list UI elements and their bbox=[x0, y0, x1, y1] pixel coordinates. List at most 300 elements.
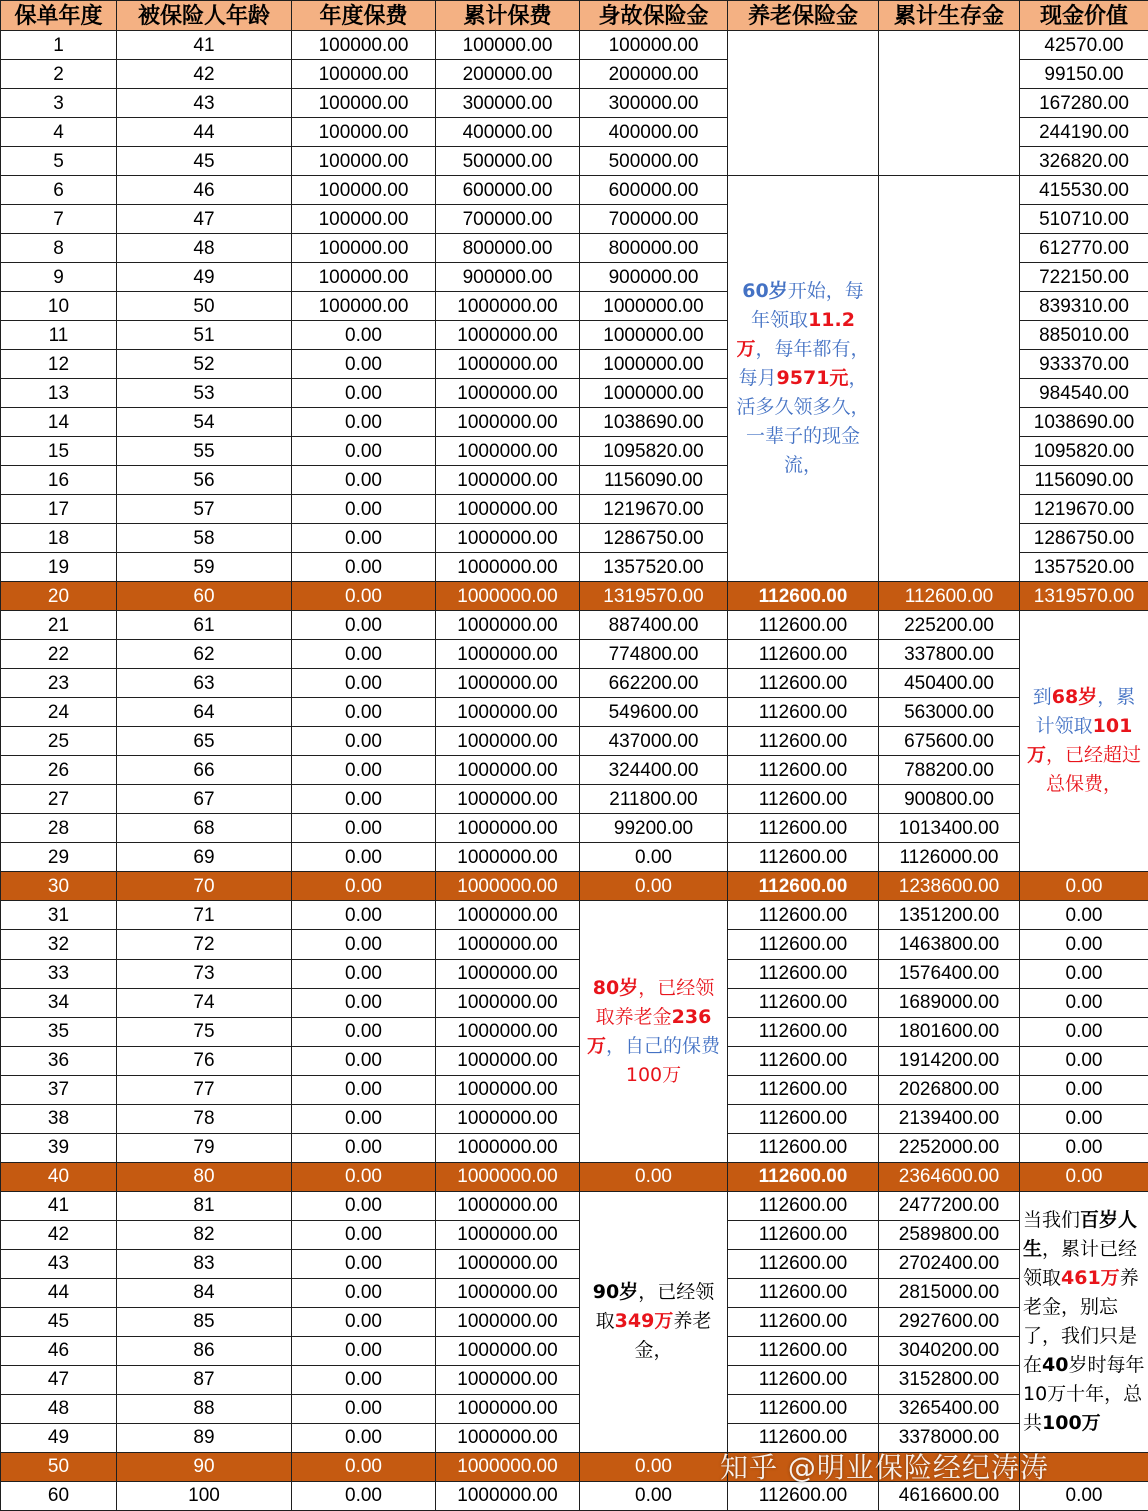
table-row bbox=[1, 640, 1148, 669]
table-cell: 60 bbox=[117, 582, 292, 611]
table-cell: 0.00 bbox=[292, 1423, 436, 1452]
annotation-segment: 461万 bbox=[1061, 1266, 1120, 1289]
annotation-segment: 40 bbox=[1042, 1353, 1069, 1376]
table-cell: 2815000.00 bbox=[879, 1278, 1020, 1307]
table-cell: 2252000.00 bbox=[879, 1133, 1020, 1162]
table-cell: 2139400.00 bbox=[879, 1104, 1020, 1133]
annotation-segment: 养老金，别忘了，我们只是在 bbox=[1023, 1266, 1139, 1376]
table-cell: 44 bbox=[1, 1278, 117, 1307]
table-cell: 0.00 bbox=[292, 669, 436, 698]
table-cell: 0.00 bbox=[292, 785, 436, 814]
table-cell: 1000000.00 bbox=[436, 379, 580, 408]
table-row bbox=[1, 1307, 1148, 1336]
table-cell: 55 bbox=[117, 437, 292, 466]
table-row bbox=[1, 1249, 1148, 1278]
table-cell: 49 bbox=[1, 1423, 117, 1452]
table-cell: 53 bbox=[117, 379, 292, 408]
table-cell: 112600.00 bbox=[728, 698, 879, 727]
table-cell: 14 bbox=[1, 408, 117, 437]
table-cell: 415530.00 bbox=[1020, 176, 1148, 205]
table-cell: 6 bbox=[1, 176, 117, 205]
table-cell: 72 bbox=[117, 930, 292, 959]
table-cell: 0.00 bbox=[580, 1481, 728, 1510]
annotation-segment: 岁时每年10万十年，总共 bbox=[1023, 1353, 1145, 1434]
table-cell: 112600.00 bbox=[728, 727, 879, 756]
table-body bbox=[1, 31, 1148, 1511]
table-row bbox=[1, 31, 1148, 60]
watermark: 知乎 @明业保险经纪涛涛 bbox=[720, 1451, 1049, 1484]
table-cell: 58 bbox=[117, 524, 292, 553]
table-cell: 100000.00 bbox=[292, 234, 436, 263]
table-cell: 112600.00 bbox=[728, 1336, 879, 1365]
table-cell: 39 bbox=[1, 1133, 117, 1162]
table-cell: 300000.00 bbox=[436, 89, 580, 118]
table-cell: 0.00 bbox=[292, 814, 436, 843]
table-cell: 400000.00 bbox=[580, 118, 728, 147]
table-cell: 1219670.00 bbox=[1020, 495, 1148, 524]
table-cell: 0.00 bbox=[292, 1336, 436, 1365]
table-cell: 500000.00 bbox=[580, 147, 728, 176]
table-cell: 800000.00 bbox=[436, 234, 580, 263]
table-cell: 0.00 bbox=[292, 1191, 436, 1220]
table-cell: 0.00 bbox=[580, 843, 728, 872]
table-cell: 32 bbox=[1, 930, 117, 959]
table-cell: 1000000.00 bbox=[436, 1017, 580, 1046]
table-cell: 0.00 bbox=[1020, 930, 1148, 959]
table-cell: 112600.00 bbox=[728, 988, 879, 1017]
table-cell: 46 bbox=[1, 1336, 117, 1365]
table-row bbox=[1, 1365, 1148, 1394]
table-cell: 35 bbox=[1, 1017, 117, 1046]
table-cell: 1319570.00 bbox=[580, 582, 728, 611]
table-cell: 1000000.00 bbox=[580, 321, 728, 350]
table-cell: 49 bbox=[117, 263, 292, 292]
table-cell: 2364600.00 bbox=[879, 1162, 1020, 1191]
table-cell: 1000000.00 bbox=[436, 582, 580, 611]
annotation-segment: 100万 bbox=[625, 1063, 682, 1086]
annotation-note bbox=[580, 901, 728, 1162]
table-cell: 0.00 bbox=[292, 553, 436, 582]
table-cell: 4 bbox=[1, 118, 117, 147]
table-cell: 337800.00 bbox=[879, 640, 1020, 669]
table-cell: 87 bbox=[117, 1365, 292, 1394]
table-cell: 0.00 bbox=[1020, 1046, 1148, 1075]
table-cell: 22 bbox=[1, 640, 117, 669]
table-cell: 112600.00 bbox=[728, 1423, 879, 1452]
table-cell: 112600.00 bbox=[728, 814, 879, 843]
table-cell: 112600.00 bbox=[728, 669, 879, 698]
annotation-segment: ，累计已经领取 bbox=[1023, 1237, 1138, 1289]
table-cell: 100000.00 bbox=[292, 205, 436, 234]
table-cell: 1000000.00 bbox=[436, 524, 580, 553]
table-cell: 4616600.00 bbox=[879, 1481, 1020, 1510]
table-cell: 450400.00 bbox=[879, 669, 1020, 698]
table-cell: 0.00 bbox=[292, 495, 436, 524]
table-cell: 36 bbox=[1, 1046, 117, 1075]
table-cell: 0.00 bbox=[580, 872, 728, 901]
table-cell: 0.00 bbox=[292, 843, 436, 872]
table-cell: 0.00 bbox=[292, 930, 436, 959]
table-cell: 80 bbox=[117, 1162, 292, 1191]
table-cell: 82 bbox=[117, 1220, 292, 1249]
table-row bbox=[1, 698, 1148, 727]
table-row bbox=[1, 1046, 1148, 1075]
table-cell: 112600.00 bbox=[728, 582, 879, 611]
table-cell: 42570.00 bbox=[1020, 31, 1148, 60]
table-cell: 1000000.00 bbox=[436, 1249, 580, 1278]
table-cell: 41 bbox=[117, 31, 292, 60]
table-cell: 0.00 bbox=[580, 1162, 728, 1191]
table-cell: 43 bbox=[1, 1249, 117, 1278]
table-cell: 100000.00 bbox=[292, 147, 436, 176]
table-cell: 65 bbox=[117, 727, 292, 756]
annotation-segment: 236万 bbox=[586, 1005, 712, 1057]
annotation-segment: 11.2万 bbox=[736, 309, 855, 361]
table-row bbox=[1, 176, 1148, 205]
table-cell: 0.00 bbox=[292, 756, 436, 785]
table-cell: 17 bbox=[1, 495, 117, 524]
table-cell: 612770.00 bbox=[1020, 234, 1148, 263]
table-cell: 112600.00 bbox=[728, 1017, 879, 1046]
table-cell: 50 bbox=[117, 292, 292, 321]
table-cell: 99150.00 bbox=[1020, 60, 1148, 89]
table-cell: 1000000.00 bbox=[436, 611, 580, 640]
table-cell: 27 bbox=[1, 785, 117, 814]
table-cell: 2702400.00 bbox=[879, 1249, 1020, 1278]
annotation-note bbox=[1020, 1191, 1148, 1452]
table-cell: 77 bbox=[117, 1075, 292, 1104]
table-cell: 19 bbox=[1, 553, 117, 582]
annotation-note bbox=[728, 176, 879, 582]
annotation-segment: 90岁 bbox=[592, 1281, 639, 1304]
annotation-segment: ，活多久领多久，一辈子的现金流， bbox=[736, 367, 870, 477]
table-row bbox=[1, 785, 1148, 814]
column-header: 累计保费 bbox=[436, 1, 580, 31]
table-cell: 74 bbox=[117, 988, 292, 1017]
table-cell: 1000000.00 bbox=[436, 1307, 580, 1336]
table-cell: 1000000.00 bbox=[436, 988, 580, 1017]
column-header: 累计生存金 bbox=[879, 1, 1020, 31]
table-cell: 2927600.00 bbox=[879, 1307, 1020, 1336]
table-cell: 1286750.00 bbox=[1020, 524, 1148, 553]
table-row bbox=[1, 1075, 1148, 1104]
table-cell: 2589800.00 bbox=[879, 1220, 1020, 1249]
table-cell: 67 bbox=[117, 785, 292, 814]
table-cell: 100000.00 bbox=[292, 60, 436, 89]
table-cell: 0.00 bbox=[292, 1481, 436, 1510]
table-cell: 0.00 bbox=[1020, 1481, 1148, 1510]
table-cell: 0.00 bbox=[292, 379, 436, 408]
table-cell: 0.00 bbox=[292, 1307, 436, 1336]
table-cell: 0.00 bbox=[1020, 988, 1148, 1017]
table-cell: 0.00 bbox=[292, 1162, 436, 1191]
table-cell: 41 bbox=[1, 1191, 117, 1220]
table-cell: 0.00 bbox=[292, 1133, 436, 1162]
table-cell: 1000000.00 bbox=[436, 408, 580, 437]
table-cell: 1000000.00 bbox=[436, 1133, 580, 1162]
annotation-segment: 开始，每年领取 bbox=[751, 280, 864, 332]
table-row bbox=[1, 988, 1148, 1017]
table-cell: 0.00 bbox=[1020, 1104, 1148, 1133]
table-cell: 10 bbox=[1, 292, 117, 321]
table-cell: 722150.00 bbox=[1020, 263, 1148, 292]
table-cell: 1238600.00 bbox=[879, 872, 1020, 901]
annotation-segment: 80岁 bbox=[592, 976, 639, 999]
table-cell: 1000000.00 bbox=[436, 785, 580, 814]
annotation-segment: 9571元 bbox=[776, 367, 849, 390]
column-header: 被保险人年龄 bbox=[117, 1, 292, 31]
table-cell: 112600.00 bbox=[728, 611, 879, 640]
table-cell: 29 bbox=[1, 843, 117, 872]
table-cell: 76 bbox=[117, 1046, 292, 1075]
annotation-segment: 当我们 bbox=[1023, 1208, 1081, 1231]
table-cell: 675600.00 bbox=[879, 727, 1020, 756]
table-cell: 0.00 bbox=[292, 1220, 436, 1249]
table-cell: 0.00 bbox=[1020, 959, 1148, 988]
column-header: 身故保险金 bbox=[580, 1, 728, 31]
column-header: 保单年度 bbox=[1, 1, 117, 31]
table-cell: 112600.00 bbox=[728, 1075, 879, 1104]
table-cell: 0.00 bbox=[292, 727, 436, 756]
table-cell: 0.00 bbox=[292, 611, 436, 640]
table-cell: 16 bbox=[1, 466, 117, 495]
table-cell: 112600.00 bbox=[728, 756, 879, 785]
table-cell: 1000000.00 bbox=[436, 1075, 580, 1104]
table-cell: 1357520.00 bbox=[1020, 553, 1148, 582]
table-cell: 48 bbox=[117, 234, 292, 263]
table-cell: 3152800.00 bbox=[879, 1365, 1020, 1394]
table-cell: 1038690.00 bbox=[580, 408, 728, 437]
table-cell: 100000.00 bbox=[292, 89, 436, 118]
header-row bbox=[1, 1, 1148, 31]
table-cell: 24 bbox=[1, 698, 117, 727]
table-cell: 7 bbox=[1, 205, 117, 234]
table-cell: 69 bbox=[117, 843, 292, 872]
annotation-segment: ，已经领取养老金 bbox=[595, 976, 715, 1028]
table-cell: 1000000.00 bbox=[436, 756, 580, 785]
table-row bbox=[1, 814, 1148, 843]
table-cell: 60 bbox=[1, 1481, 117, 1510]
table-cell: 0.00 bbox=[292, 959, 436, 988]
table-cell: 0.00 bbox=[292, 1278, 436, 1307]
annotation-segment: 百岁人生 bbox=[1023, 1208, 1138, 1260]
table-cell: 112600.00 bbox=[728, 1365, 879, 1394]
table-cell: 46 bbox=[117, 176, 292, 205]
column-header: 养老保险金 bbox=[728, 1, 879, 31]
table-cell: 1689000.00 bbox=[879, 988, 1020, 1017]
table-cell: 774800.00 bbox=[580, 640, 728, 669]
table-cell: 100000.00 bbox=[436, 31, 580, 60]
table-cell: 37 bbox=[1, 1075, 117, 1104]
table-cell: 900800.00 bbox=[879, 785, 1020, 814]
table-cell: 112600.00 bbox=[728, 930, 879, 959]
annotation-segment: 100万 bbox=[1042, 1411, 1101, 1434]
table-cell: 112600.00 bbox=[728, 959, 879, 988]
table-cell: 437000.00 bbox=[580, 727, 728, 756]
table-row bbox=[1, 756, 1148, 785]
table-cell: 5 bbox=[1, 147, 117, 176]
table-cell: 0.00 bbox=[292, 872, 436, 901]
table-cell: 1095820.00 bbox=[1020, 437, 1148, 466]
table-cell: 887400.00 bbox=[580, 611, 728, 640]
annotation-segment: 101万 bbox=[1026, 715, 1133, 767]
table-cell: 1000000.00 bbox=[436, 843, 580, 872]
table-cell: 700000.00 bbox=[436, 205, 580, 234]
table-cell: 75 bbox=[117, 1017, 292, 1046]
table-cell: 0.00 bbox=[1020, 1133, 1148, 1162]
table-cell: 0.00 bbox=[292, 901, 436, 930]
table-cell: 1156090.00 bbox=[580, 466, 728, 495]
table-cell: 112600.00 bbox=[728, 1104, 879, 1133]
table-cell: 42 bbox=[1, 1220, 117, 1249]
table-cell: 89 bbox=[117, 1423, 292, 1452]
empty-cell bbox=[879, 176, 1020, 582]
table-cell: 0.00 bbox=[292, 350, 436, 379]
table-cell: 47 bbox=[117, 205, 292, 234]
table-cell: 3040200.00 bbox=[879, 1336, 1020, 1365]
table-cell: 1357520.00 bbox=[580, 553, 728, 582]
empty-cell bbox=[879, 31, 1020, 176]
table-row bbox=[1, 1017, 1148, 1046]
table-cell: 112600.00 bbox=[728, 1133, 879, 1162]
table-cell: 1013400.00 bbox=[879, 814, 1020, 843]
table-cell: 1801600.00 bbox=[879, 1017, 1020, 1046]
table-cell: 66 bbox=[117, 756, 292, 785]
table-cell: 1000000.00 bbox=[436, 466, 580, 495]
table-cell: 1351200.00 bbox=[879, 901, 1020, 930]
table-cell: 1000000.00 bbox=[436, 640, 580, 669]
table-cell: 0.00 bbox=[292, 1394, 436, 1423]
table-cell: 40 bbox=[1, 1162, 117, 1191]
table-cell: 20 bbox=[1, 582, 117, 611]
table-cell: 33 bbox=[1, 959, 117, 988]
table-cell: 1000000.00 bbox=[436, 872, 580, 901]
table-cell: 1000000.00 bbox=[436, 930, 580, 959]
table-cell: 0.00 bbox=[292, 1365, 436, 1394]
table-cell: 84 bbox=[117, 1278, 292, 1307]
table-cell: 1000000.00 bbox=[436, 1104, 580, 1133]
table-cell: 86 bbox=[117, 1336, 292, 1365]
table-cell: 500000.00 bbox=[436, 147, 580, 176]
table-cell: 2026800.00 bbox=[879, 1075, 1020, 1104]
table-cell: 900000.00 bbox=[580, 263, 728, 292]
table-cell: 1319570.00 bbox=[1020, 582, 1148, 611]
table-cell: 45 bbox=[1, 1307, 117, 1336]
table-cell: 12 bbox=[1, 350, 117, 379]
table-cell: 3378000.00 bbox=[879, 1423, 1020, 1452]
table-row bbox=[1, 1394, 1148, 1423]
table-cell: 1000000.00 bbox=[436, 292, 580, 321]
empty-cell bbox=[728, 31, 879, 176]
annotation-segment: ，累计领取 bbox=[1035, 686, 1136, 738]
table-cell: 0.00 bbox=[292, 466, 436, 495]
annotation-segment: 60岁 bbox=[742, 280, 788, 303]
table-cell: 1156090.00 bbox=[1020, 466, 1148, 495]
table-cell: 112600.00 bbox=[728, 1394, 879, 1423]
table-row bbox=[1, 1104, 1148, 1133]
table-cell: 563000.00 bbox=[879, 698, 1020, 727]
table-cell: 112600.00 bbox=[728, 1046, 879, 1075]
table-cell: 0.00 bbox=[1020, 1162, 1148, 1191]
table-cell: 0.00 bbox=[1020, 1075, 1148, 1104]
table-cell: 38 bbox=[1, 1104, 117, 1133]
table-cell: 0.00 bbox=[292, 1046, 436, 1075]
table-row bbox=[1, 1220, 1148, 1249]
table-cell: 885010.00 bbox=[1020, 321, 1148, 350]
annotation-segment: 68岁 bbox=[1051, 686, 1098, 709]
table-cell: 1000000.00 bbox=[580, 379, 728, 408]
table-cell: 1000000.00 bbox=[436, 1452, 580, 1481]
table-cell: 0.00 bbox=[292, 1075, 436, 1104]
table-cell: 78 bbox=[117, 1104, 292, 1133]
annotation-note bbox=[1020, 611, 1148, 872]
annotation-segment: ，每年都有，每月 bbox=[738, 338, 870, 390]
table-cell: 52 bbox=[117, 350, 292, 379]
table-cell: 15 bbox=[1, 437, 117, 466]
table-cell: 1000000.00 bbox=[436, 901, 580, 930]
table-cell: 3265400.00 bbox=[879, 1394, 1020, 1423]
table-header bbox=[1, 1, 1148, 31]
table-cell: 59 bbox=[117, 553, 292, 582]
table-cell: 1000000.00 bbox=[436, 1423, 580, 1452]
table-cell: 0.00 bbox=[292, 1249, 436, 1278]
table-cell: 8 bbox=[1, 234, 117, 263]
table-row bbox=[1, 611, 1148, 640]
table-row bbox=[1, 843, 1148, 872]
table-cell: 57 bbox=[117, 495, 292, 524]
table-cell: 1000000.00 bbox=[436, 1191, 580, 1220]
table-cell: 0.00 bbox=[292, 988, 436, 1017]
table-cell: 1000000.00 bbox=[436, 495, 580, 524]
column-header: 年度保费 bbox=[292, 1, 436, 31]
table-cell: 700000.00 bbox=[580, 205, 728, 234]
annotation-segment: 养老金， bbox=[634, 1310, 712, 1362]
table-row bbox=[1, 669, 1148, 698]
table-cell: 1000000.00 bbox=[436, 1278, 580, 1307]
table-cell: 0.00 bbox=[292, 1452, 436, 1481]
table-cell: 0.00 bbox=[292, 321, 436, 350]
table-cell: 100000.00 bbox=[292, 263, 436, 292]
table-cell: 0.00 bbox=[292, 524, 436, 553]
table-cell: 48 bbox=[1, 1394, 117, 1423]
table-cell: 1095820.00 bbox=[580, 437, 728, 466]
table-cell: 71 bbox=[117, 901, 292, 930]
table-cell: 300000.00 bbox=[580, 89, 728, 118]
table-cell: 200000.00 bbox=[580, 60, 728, 89]
table-cell: 42 bbox=[117, 60, 292, 89]
table-cell: 0.00 bbox=[292, 582, 436, 611]
table-cell: 100000.00 bbox=[292, 118, 436, 147]
table-cell: 1000000.00 bbox=[436, 350, 580, 379]
table-cell: 47 bbox=[1, 1365, 117, 1394]
table-cell: 0.00 bbox=[292, 408, 436, 437]
table-cell: 1286750.00 bbox=[580, 524, 728, 553]
table-cell: 1000000.00 bbox=[436, 1336, 580, 1365]
table-cell: 88 bbox=[117, 1394, 292, 1423]
table-cell: 1219670.00 bbox=[580, 495, 728, 524]
table-cell: 112600.00 bbox=[728, 785, 879, 814]
table-cell: 112600.00 bbox=[728, 1278, 879, 1307]
table-cell: 51 bbox=[117, 321, 292, 350]
table-cell: 112600.00 bbox=[728, 1191, 879, 1220]
table-cell: 1000000.00 bbox=[436, 814, 580, 843]
table-cell: 326820.00 bbox=[1020, 147, 1148, 176]
annotation-segment: ，已经领取 bbox=[595, 1281, 715, 1333]
table-cell: 167280.00 bbox=[1020, 89, 1148, 118]
table-cell: 1000000.00 bbox=[436, 727, 580, 756]
table-cell: 1000000.00 bbox=[436, 959, 580, 988]
table-cell: 30 bbox=[1, 872, 117, 901]
